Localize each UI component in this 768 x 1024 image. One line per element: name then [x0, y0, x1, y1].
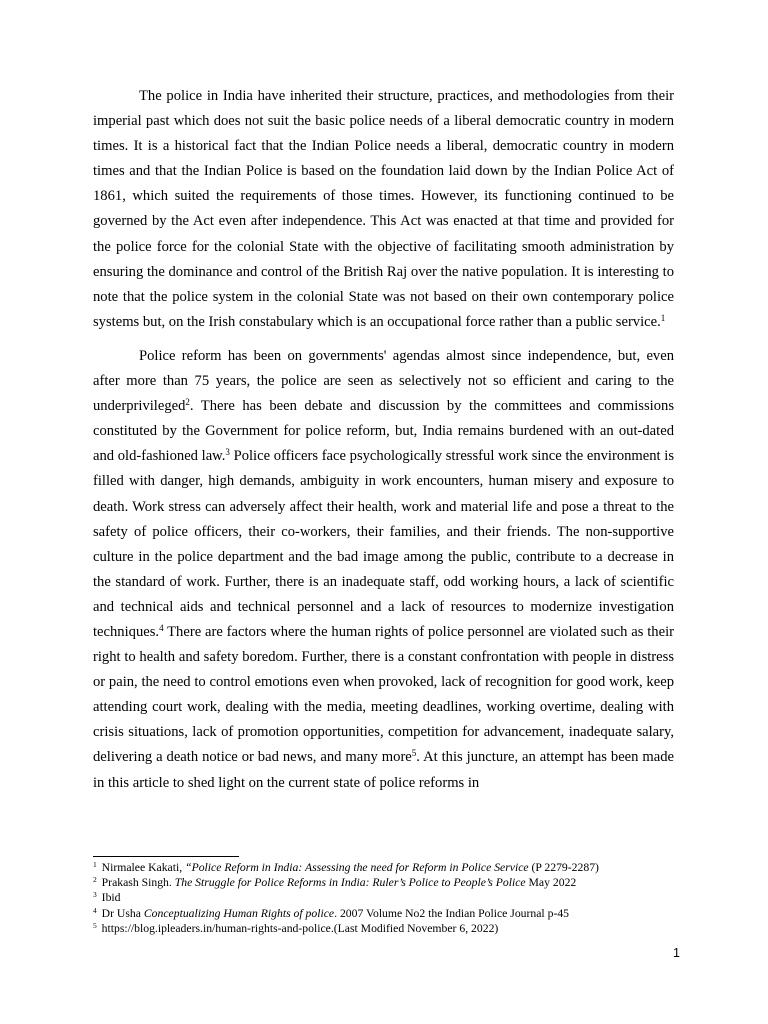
paragraph-2-text-e: . At this juncture, an attempt has been made in this article to shed light on the current state of police reforms in [93, 749, 674, 791]
footnote-number: 3 [93, 890, 97, 900]
paragraph-2 [93, 344, 674, 796]
footnote-3 [93, 890, 693, 905]
paragraph-2-text-b: . There has been debate and discussion by the committees and commissions constituted by the Government for police reform, but, India remains burdened with an out-dated and old-fashioned law. [93, 398, 674, 465]
footnote-number: 5 [93, 920, 97, 930]
footnote-ref-5: 5 [411, 748, 417, 759]
paragraph-2-text-a: Police reform has been on governments' agendas almost since independence, but, even after more than 75 years, the police are seen as selectively not so efficient and caring to the underprivileged [93, 347, 674, 415]
footnote-number: 4 [93, 905, 97, 915]
footnote-ref-3: 3 [225, 447, 230, 458]
footnote-text: May 2022 [525, 876, 577, 890]
footnote-4 [93, 906, 693, 921]
footnote-text: . 2007 Volume No2 the Indian Police Journal p-45 [334, 906, 570, 920]
footnote-text: (P 2279-2287) [528, 861, 599, 874]
paragraph-1 [93, 84, 674, 335]
footnote-1 [93, 860, 693, 875]
footnote-separator [93, 856, 239, 857]
footnote-text: Nirmalee Kakati, [98, 861, 186, 874]
page-number: 1 [673, 946, 680, 960]
footnote-text: Ibid [98, 891, 121, 905]
footnote-number: 1 [93, 860, 97, 869]
footnotes [93, 860, 693, 936]
footnote-title: Conceptualizing Human Rights of police [143, 906, 335, 920]
footnote-ref-4: 4 [159, 622, 164, 633]
footnote-text: Prakash Singh. [98, 876, 175, 890]
paragraph-2-text-c: Police officers face psychologically stressful work since the environment is filled with danger, high demands, ambiguity in work encounters, human misery and exposure to death. Work stress can adversely affect their health, work and material life and pose a threat to the safety of police officers, their co-workers, their families, and their friends. The non-supportive culture in the police department and the bad image among the public, contribute to a decrease in the standard of work. Further, there is an inadequate staff, odd working hours, a lack of scientific and technical aids and technical personnel and a lack of resources to modernize investigation techniques. [93, 448, 674, 640]
paragraph-2-text-d: There are factors where the human rights of police personnel are violated such as their right to health and safety boredom. Further, there is a constant confrontation with people in distress or pain, the need to control emotions even when provoked, lack of recognition for good work, keep attending court work, dealing with the media, meeting deadlines, working overtime, dealing with crisis situations, lack of promotion opportunities, competition for advancement, inadequate salary, delivering a death notice or bad news, and many more [93, 623, 674, 766]
footnote-ref-1: 1 [660, 312, 666, 323]
paragraph-1-text: The police in India have inherited their structure, practices, and methodologies from their imperial past which does not suit the basic police needs of a liberal democratic country in modern times. It is a historical fact that the Indian Police needs a liberal, democratic country in modern times and that the Indian Police is based on the foundation laid down by the Indian Police Act of 1861, which suited the requirements of those times. However, its functioning continued to be governed by the Act even after independence. This Act was enacted at that time and provided for the police force for the colonial State with the objective of facilitating smooth administration by ensuring the dominance and control of the British Raj over the native population. It is interesting to note that the police system in the colonial State was not based on their own contemporary police systems but, on the Irish constabulary which is an occupational force rather than a public service. [93, 88, 674, 330]
footnote-2 [93, 875, 693, 890]
footnote-ref-2: 2 [185, 397, 190, 408]
footnote-5 [93, 921, 693, 936]
body-text [93, 84, 674, 796]
footnote-number: 2 [93, 875, 97, 885]
footnote-title: “Police Reform in India: Assessing the need for Reform in Police Service [185, 861, 529, 874]
footnote-link[interactable]: https://blog.ipleaders.in/human-rights-and-police.(Last Modified November 6, 2022) [98, 921, 499, 935]
footnote-text: Dr Usha [98, 906, 144, 920]
footnote-title: The Struggle for Police Reforms in India: Ruler’s Police to People’s Police [174, 876, 526, 890]
